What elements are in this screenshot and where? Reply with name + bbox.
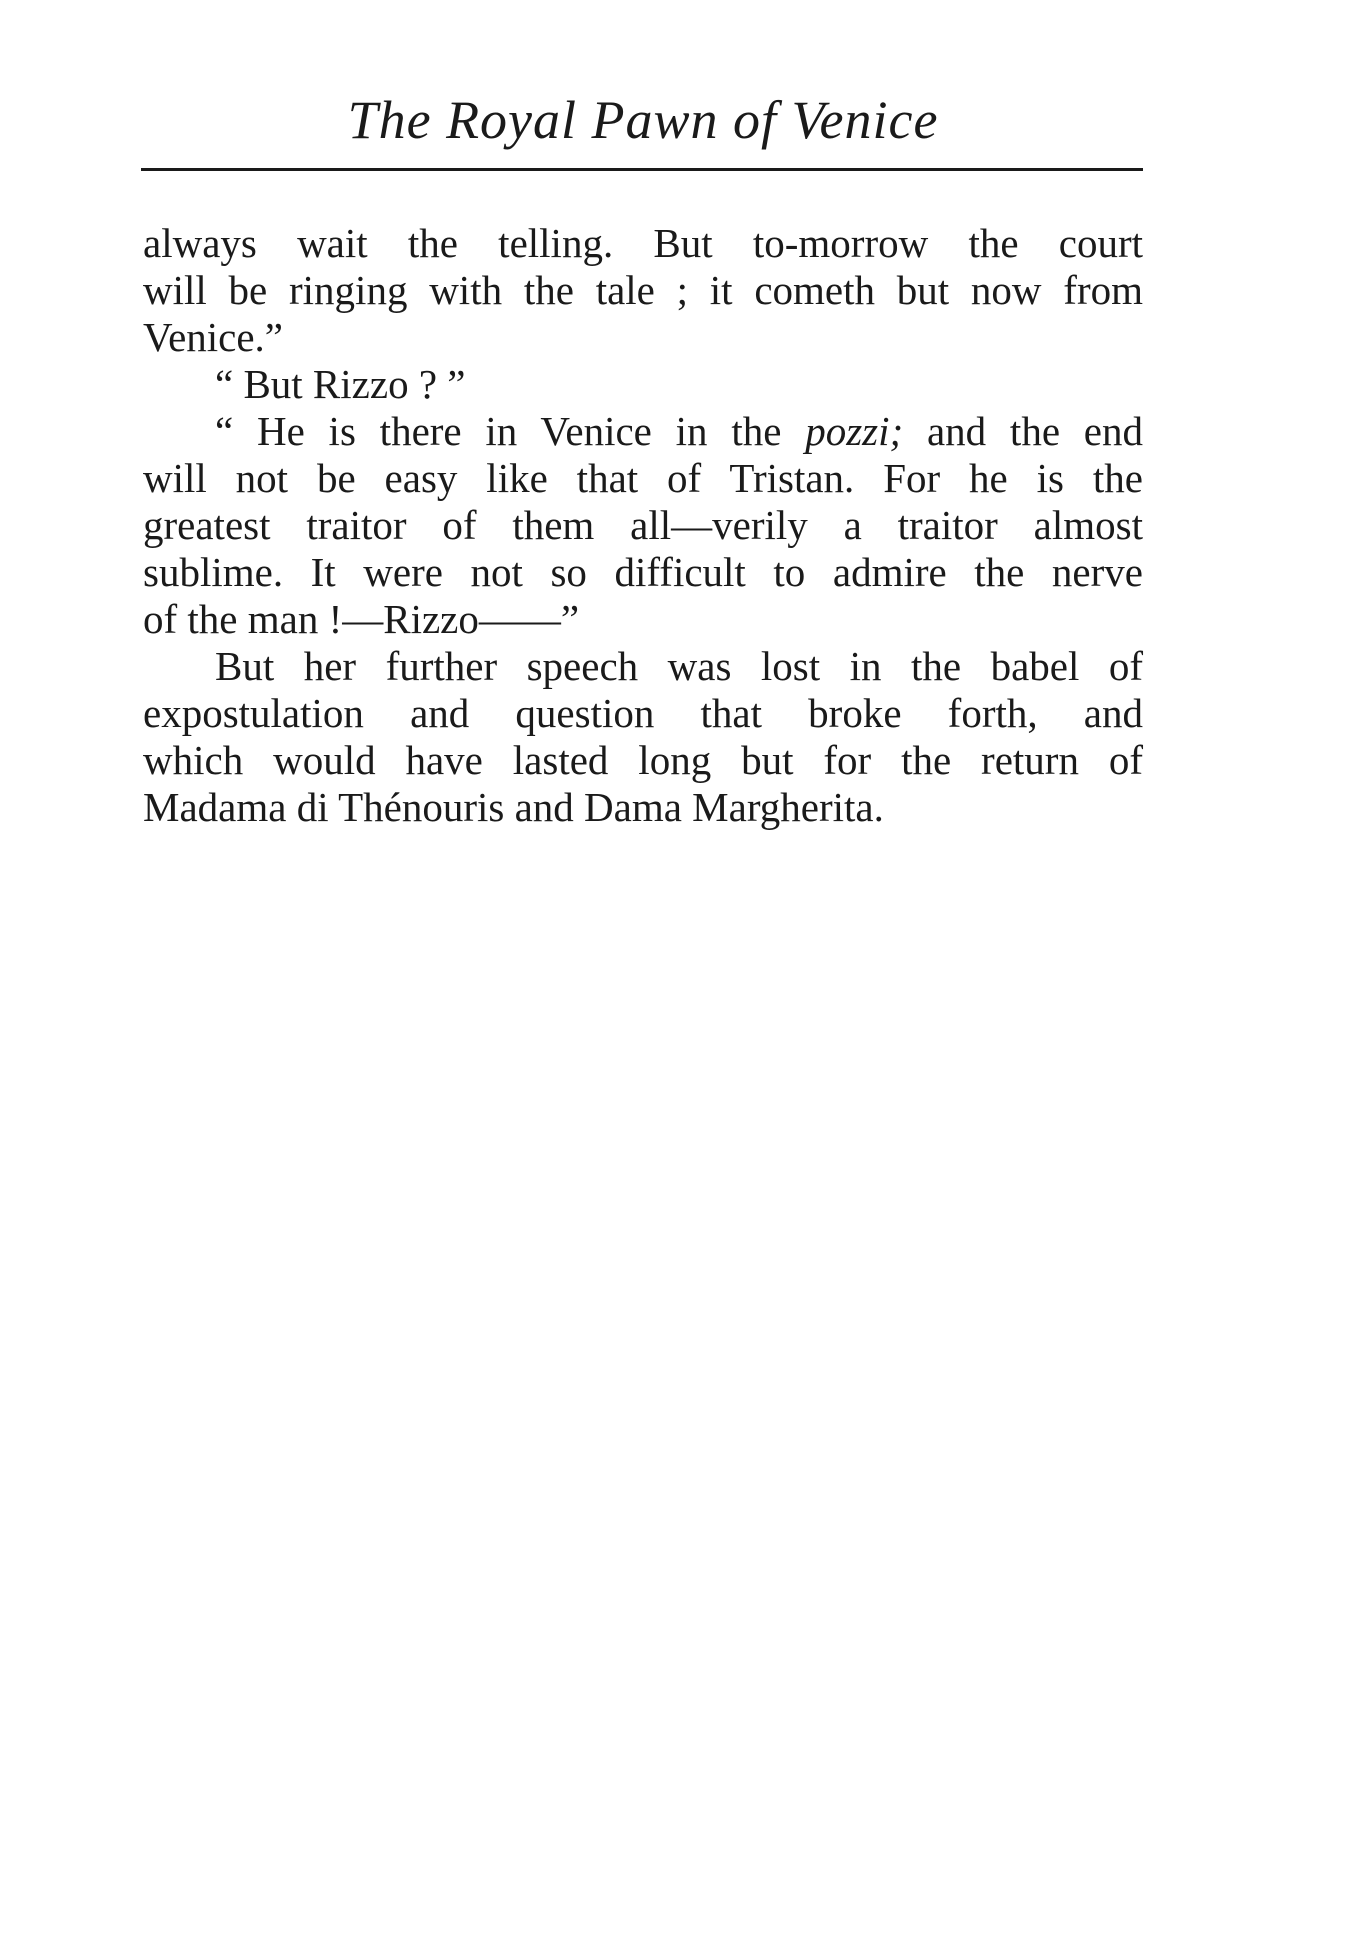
text-line: which would have lasted long but for the return of	[143, 737, 1143, 783]
text-line: always wait the telling. But to-morrow the court	[143, 220, 1143, 266]
text-line: Madama di Thénouris and Dama Margherita.	[143, 784, 884, 830]
text-line: But her further speech was lost in the babel of	[215, 643, 1143, 689]
text-line: greatest traitor of them all—verily a traitor almost	[143, 502, 1143, 548]
text-line: “ But Rizzo ? ”	[215, 361, 466, 407]
text-segment: “ He is there in Venice in the	[215, 408, 806, 454]
italic-word: pozzi;	[805, 408, 904, 454]
header-rule	[141, 168, 1143, 171]
text-line: Venice.”	[143, 314, 283, 360]
text-segment: and the end	[903, 408, 1143, 454]
text-line: will be ringing with the tale ; it cometh but now from	[143, 267, 1143, 313]
body-text	[143, 220, 1143, 831]
text-line: of the man !—Rizzo——”	[143, 596, 580, 642]
text-line: sublime. It were not so difficult to admire the nerve	[143, 549, 1143, 595]
text-line: expostulation and question that broke forth, and	[143, 690, 1143, 736]
text-line	[143, 408, 1143, 455]
running-title: The Royal Pawn of Venice	[347, 90, 939, 150]
text-line: will not be easy like that of Tristan. For he is the	[143, 455, 1143, 501]
